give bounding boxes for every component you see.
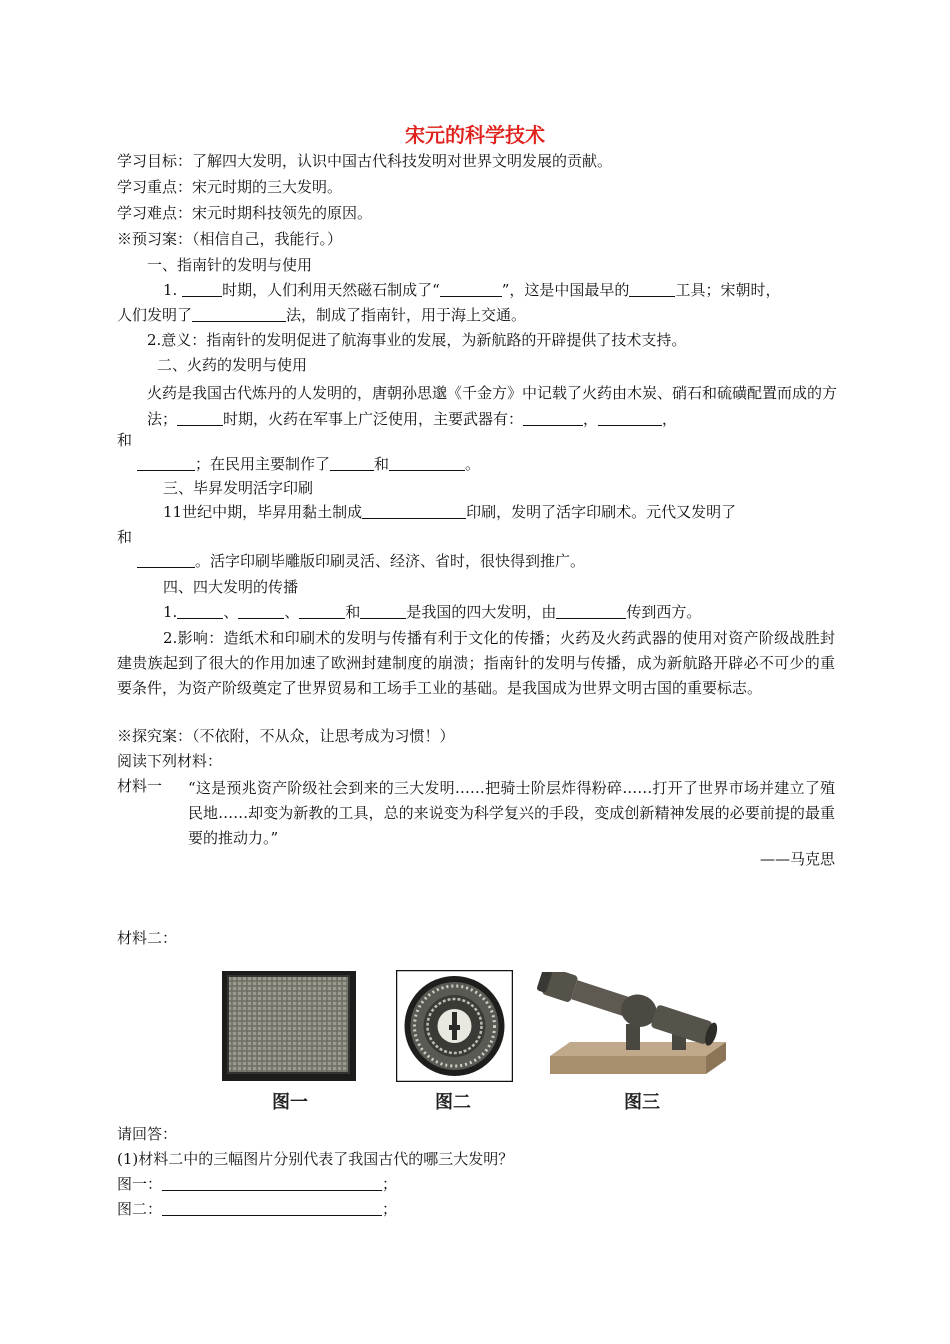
section2-he: 和: [117, 431, 133, 449]
fill-blank[interactable]: [523, 411, 583, 426]
text: 。活字印刷毕雕版印刷灵活、经济、省时，很快得到推广。: [195, 552, 586, 570]
text: 人们发明了: [117, 306, 193, 324]
answer-heading: 请回答：: [117, 1125, 178, 1143]
read-instruction: 阅读下列材料：: [117, 752, 223, 770]
fill-blank[interactable]: [330, 456, 374, 471]
material1-author: ——马克思: [759, 850, 835, 868]
figure3-caption: 图三: [624, 1092, 660, 1113]
text: 、: [284, 603, 300, 621]
learning-difficulty: 学习难点：宋元时期科技领先的原因。: [117, 204, 373, 222]
section2-heading: 二、火药的发明与使用: [157, 356, 308, 374]
section4-heading: 四、四大发明的传播: [163, 578, 299, 596]
answer1-label: 图一：: [117, 1175, 163, 1193]
explore-heading: ※探究案：（不依附，不从众，让思考成为习惯！）: [117, 727, 455, 745]
text: ，: [662, 410, 678, 428]
preview-heading: ※预习案：（相信自己，我能行。）: [117, 230, 343, 248]
fill-blank[interactable]: [182, 282, 222, 297]
text: ”，这是中国最早的: [501, 281, 630, 299]
section3-heading: 三、毕昇发明活字印刷: [163, 479, 314, 497]
fill-blank[interactable]: [238, 604, 284, 619]
fill-blank[interactable]: [389, 456, 465, 471]
section4-item1: [163, 602, 701, 622]
fill-blank[interactable]: [556, 604, 626, 619]
text: ，: [583, 410, 599, 428]
text: ；: [382, 1175, 398, 1193]
text: 时期，人们利用天然磁石制成了“: [222, 281, 440, 299]
cannon-image: [530, 972, 730, 1082]
text: 。: [465, 455, 481, 473]
text: 传到西方。: [626, 603, 702, 621]
page-title: 宋元的科学技术: [405, 123, 545, 147]
compass-image: [396, 970, 513, 1082]
fill-blank[interactable]: [629, 282, 675, 297]
text: 和: [374, 455, 390, 473]
fill-blank[interactable]: [440, 282, 502, 297]
text: 火药是我国古代炼丹的人发明的，唐朝孙思邈《千金方》中记载了火药由木炭、硝石和硫磺配置而成的方法；: [147, 384, 838, 428]
section3-line3: [137, 551, 585, 571]
section3-line1: [163, 502, 736, 522]
fill-blank[interactable]: [177, 411, 223, 426]
figure1-caption: 图一: [272, 1092, 308, 1113]
text: 工具；宋朝时，: [675, 281, 781, 299]
question1: (1)材料二中的三幅图片分别代表了我国古代的哪三大发明？: [117, 1150, 514, 1168]
material1-text: “这是预兆资产阶级社会到来的三大发明……把骑士阶层炸得粉碎……打开了世界市场并建立了殖民地……却变为新教的工具，总的来说变为科学复兴的手段，变成创新精神发展的必要前提的最重要的推动力。”: [188, 779, 835, 847]
answer2-label: 图二：: [117, 1200, 163, 1218]
fill-blank[interactable]: [137, 456, 195, 471]
text: 是我国的四大发明，由: [406, 603, 557, 621]
text: 11世纪中期，毕昇用黏土制成: [163, 503, 363, 521]
item-number: 1.: [163, 281, 178, 299]
movable-type-image: [222, 971, 356, 1081]
text: 时期，火药在军事上广泛使用，主要武器有：: [223, 410, 524, 428]
text: ；在民用主要制作了: [195, 455, 331, 473]
fill-blank[interactable]: [299, 604, 345, 619]
text: 印刷，发明了活字印刷术。元代又发明了: [466, 503, 737, 521]
section1-item1-line1: [163, 280, 780, 300]
text: ；: [382, 1200, 398, 1218]
text: 法，制成了指南针，用于海上交通。: [286, 306, 527, 324]
section1-heading: 一、指南针的发明与使用: [147, 256, 313, 274]
text: 、: [223, 603, 239, 621]
material2-label: 材料二：: [117, 929, 178, 947]
text: 和: [345, 603, 361, 621]
item-number: 1.: [163, 603, 178, 621]
section3-he: 和: [117, 528, 133, 546]
fill-blank[interactable]: [137, 553, 195, 568]
fill-blank[interactable]: [177, 604, 223, 619]
section4-item2: 2.影响：造纸术和印刷术的发明与传播有利于文化的传播；火药及火药武器的使用对资产阶级战胜封建贵族起到了很大的作用加速了欧洲封建制度的崩溃；指南针的发明与传播，成为新航路开辟必不可少的重要条件，为资产阶级奠定了世界贸易和工场手工业的基础。是我国成为世界文明古国的重要标志。: [117, 629, 835, 697]
fill-blank[interactable]: [192, 307, 286, 322]
learning-focus: 学习重点：宋元时期的三大发明。: [117, 178, 343, 196]
fill-blank[interactable]: [362, 504, 466, 519]
section2-paragraph: [147, 380, 837, 432]
answer1-blank[interactable]: [162, 1176, 382, 1191]
section2-line4: [137, 454, 480, 474]
answer2-blank[interactable]: [162, 1201, 382, 1216]
fill-blank[interactable]: [360, 604, 406, 619]
section1-item1-line2: [117, 305, 526, 325]
section1-item2: 2.意义：指南针的发明促进了航海事业的发展，为新航路的开辟提供了技术支持。: [147, 331, 687, 349]
fill-blank[interactable]: [598, 411, 662, 426]
material1-label: 材料一: [117, 777, 163, 795]
figure2-caption: 图二: [435, 1092, 471, 1113]
answer1-line: [117, 1174, 397, 1194]
learning-goal: 学习目标：了解四大发明，认识中国古代科技发明对世界文明发展的贡献。: [117, 152, 613, 170]
answer2-line: [117, 1199, 397, 1219]
